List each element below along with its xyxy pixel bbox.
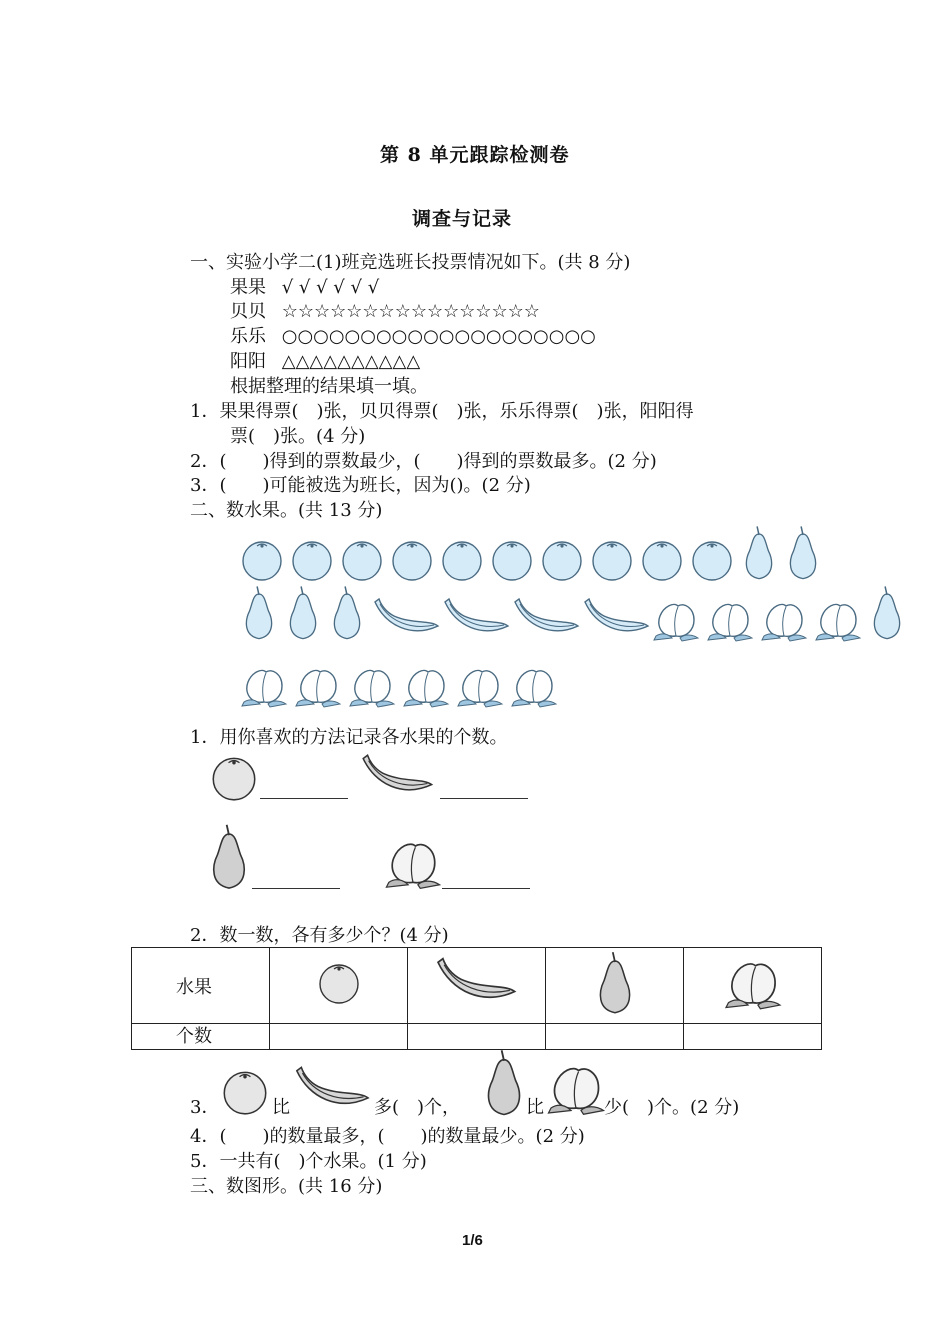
banana-icon xyxy=(442,582,512,642)
count-input-orange[interactable] xyxy=(270,1024,408,1050)
orange-icon xyxy=(316,961,362,1005)
table-cell-orange xyxy=(270,948,408,1024)
instruction: 根据整理的结果填一填。 xyxy=(230,376,428,397)
table-cell-pear xyxy=(546,948,684,1024)
orange-icon xyxy=(440,522,484,582)
peach-icon xyxy=(240,648,288,708)
table-label-count: 个数 xyxy=(132,1024,270,1050)
orange-icon xyxy=(590,522,634,582)
banana-icon xyxy=(372,582,442,642)
vote-row-beibei xyxy=(230,300,540,324)
vote-marks: △△△△△△△△△△ xyxy=(281,351,421,372)
peach-icon xyxy=(510,648,558,708)
pear-icon xyxy=(784,522,822,582)
orange-icon xyxy=(208,754,260,802)
candidate-name: 乐乐 xyxy=(230,326,266,347)
table-cell-peach xyxy=(684,948,822,1024)
peach-icon xyxy=(402,648,450,708)
count-input-banana[interactable] xyxy=(408,1024,546,1050)
candidate-name: 阳阳 xyxy=(230,351,266,372)
orange-icon xyxy=(290,522,334,582)
answer-blank-pear[interactable] xyxy=(252,888,340,889)
pear-icon xyxy=(206,822,252,892)
orange-icon xyxy=(490,522,534,582)
table-cell-banana xyxy=(408,948,546,1024)
vote-marks: ○○○○○○○○○○○○○○○○○○○○ xyxy=(281,326,596,347)
section3-heading: 三、数图形。(共 16 分) xyxy=(190,1176,383,1197)
section2-question-5: 5．一共有( )个水果。(1 分) xyxy=(190,1151,427,1172)
fruit-row-2 xyxy=(240,582,912,642)
peach-icon xyxy=(706,582,754,642)
answer-blank-orange[interactable] xyxy=(260,798,348,799)
pear-icon xyxy=(480,1048,528,1118)
compare-word-1: 比 xyxy=(272,1097,290,1118)
pear-icon xyxy=(328,582,366,642)
pear-icon xyxy=(868,582,906,642)
orange-icon xyxy=(540,522,584,582)
section2-heading: 二、数水果。(共 13 分) xyxy=(190,500,383,521)
candidate-name: 贝贝 xyxy=(230,301,266,322)
peach-icon xyxy=(294,648,342,708)
banana-icon xyxy=(434,955,520,1011)
section2-question-4: 4．( )的数量最多，( )的数量最少。(2 分) xyxy=(190,1126,585,1147)
answer-blank-banana[interactable] xyxy=(440,798,528,799)
section2-question-3-prefix: 3． xyxy=(190,1097,220,1118)
vote-marks: √ √ √ √ √ √ xyxy=(281,277,380,298)
peach-icon xyxy=(546,1060,606,1116)
banana-icon xyxy=(356,752,440,802)
peach-icon xyxy=(652,582,700,642)
orange-icon xyxy=(640,522,684,582)
pear-icon xyxy=(240,582,278,642)
question-3: 3．( )可能被选为班长，因为()。(2 分) xyxy=(190,475,531,496)
count-input-pear[interactable] xyxy=(546,1024,684,1050)
peach-icon xyxy=(456,648,504,708)
pear-icon xyxy=(284,582,322,642)
peach-icon xyxy=(760,582,808,642)
vote-row-lele xyxy=(230,325,596,349)
table-label-fruit: 水果 xyxy=(132,948,270,1024)
section1-heading: 一、实验小学二(1)班竞选班长投票情况如下。(共 8 分) xyxy=(190,252,631,273)
peach-icon xyxy=(348,648,396,708)
fruit-row-1 xyxy=(240,522,828,582)
fruit-row-3 xyxy=(240,648,564,708)
compare-word-2: 比 xyxy=(526,1097,544,1118)
answer-blank-peach[interactable] xyxy=(442,888,530,889)
banana-icon xyxy=(582,582,652,642)
question-1-line2: 票( )张。(4 分) xyxy=(230,426,366,447)
compare-end: 少( )个。(2 分) xyxy=(604,1097,740,1118)
vote-marks: ☆☆☆☆☆☆☆☆☆☆☆☆☆☆☆☆ xyxy=(281,301,540,322)
vote-row-yangyang xyxy=(230,350,420,374)
peach-icon xyxy=(384,836,442,890)
question-2: 2．( )得到的票数最少，( )得到的票数最多。(2 分) xyxy=(190,451,657,472)
vote-row-guoguo xyxy=(230,276,379,300)
pear-icon xyxy=(740,522,778,582)
orange-icon xyxy=(240,522,284,582)
compare-middle: 多( )个， xyxy=(374,1097,461,1118)
section2-question-1: 1．用你喜欢的方法记录各水果的个数。 xyxy=(190,727,508,748)
orange-icon xyxy=(690,522,734,582)
orange-icon xyxy=(220,1068,270,1116)
page-number: 1/6 xyxy=(462,1232,483,1249)
page-subtitle: 调查与记录 xyxy=(412,208,513,230)
banana-icon xyxy=(292,1064,374,1116)
section2-question-2: 2．数一数，各有多少个？(4 分) xyxy=(190,925,449,946)
fruit-count-table xyxy=(131,947,822,1050)
peach-icon xyxy=(814,582,862,642)
page-title: 第 8 单元跟踪检测卷 xyxy=(380,144,570,166)
count-input-peach[interactable] xyxy=(684,1024,822,1050)
orange-icon xyxy=(340,522,384,582)
orange-icon xyxy=(390,522,434,582)
pear-icon xyxy=(593,950,637,1016)
candidate-name: 果果 xyxy=(230,277,266,298)
question-1-line1: 1．果果得票( )张，贝贝得票( )张，乐乐得票( )张，阳阳得 xyxy=(190,401,694,422)
peach-icon xyxy=(723,956,783,1010)
banana-icon xyxy=(512,582,582,642)
